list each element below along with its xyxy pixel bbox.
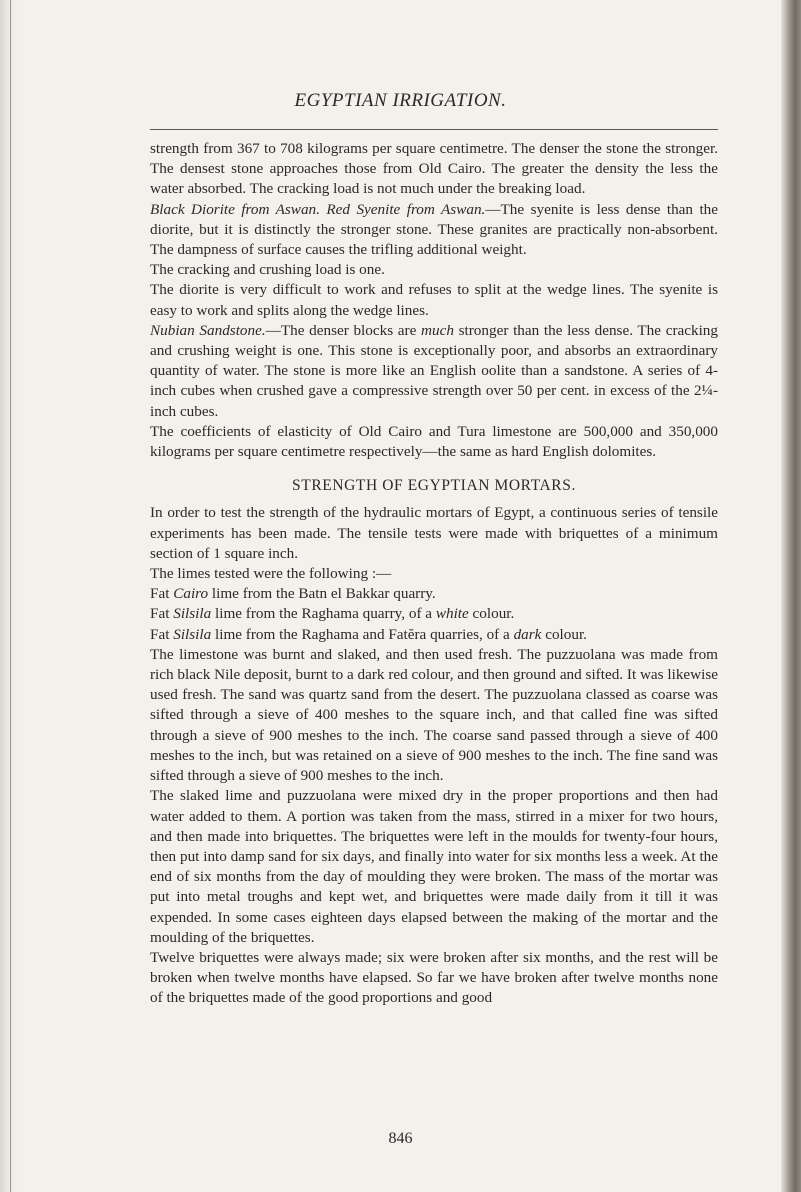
running-header: EGYPTIAN IRRIGATION.: [294, 90, 507, 111]
paragraph-4: The diorite is very difficult to work and refuses to split at the wedge lines. The syenite is easy to work and splits along the wedge lines.: [150, 281, 718, 319]
paragraph-2-text: —The syenite is less dense than the diorite, but it is distinctly the stronger stone. These granites are practically non-absorbent. The dampness of surface causes the trifling additional weight.: [150, 200, 719, 259]
page-body: [150, 139, 718, 1009]
paragraph-5-text-b: stronger than the less dense. The cracking and crushing weight is one. This stone is exceptionally poor, and absorbs an extraordinary quantity of water. The stone is more like an English oolite than a sandstone. A series of 4-inch cubes when crushed gave a compressive strength over 50 per cent. in excess of the 2¼-inch cubes.: [150, 321, 718, 420]
paragraph-10: The slaked lime and puzzuolana were mixed dry in the proper proportions and then had water added to them. A portion was taken from the mass, stirred in a mixer for two hours, and then made into briquettes. The briquettes were left in the moulds for twenty-four hours, then put into damp sand for six days, and finally into water for six months less a week. At the end of six months from the day of moulding they were broken. The mass of the mortar was put into metal troughs and kept wet, and briquettes were made daily from it till it was expended. In some cases eighteen days elapsed between the making of the mortar and the moulding of the briquettes.: [150, 787, 718, 946]
paragraph-6: The coefficients of elasticity of Old Cairo and Tura limestone are 500,000 and 350,000 kilograms per square centimetre respectively—the same as hard English dolomites.: [150, 422, 718, 461]
paragraph-7: In order to test the strength of the hydraulic mortars of Egypt, a continuous series of tensile experiments has been made. The tensile tests were made with briquettes of a minimum section of 1 square inch.: [150, 504, 718, 562]
section-title: STRENGTH OF EGYPTIAN MORTARS.: [292, 477, 576, 495]
paragraph-9: The limestone was burnt and slaked, and then used fresh. The puzzuolana was made from rich black Nile deposit, burnt to a dark red colour, and then ground and sifted. It was likewise used fresh. The sand was quartz sand from the desert. The puzzuolana classed as coarse was sifted through a sieve of 400 meshes to the square inch, and that called fine was sifted through a sieve of 900 meshes to the inch. The coarse sand passed through a sieve of 400 meshes to the inch, but was retained on a sieve of 900 meshes to the inch. The fine sand was sifted through a sieve of 900 meshes to the inch.: [150, 645, 718, 785]
page-gutter-line: [10, 0, 11, 1192]
stone-heading-sandstone: Nubian Sandstone.: [150, 321, 266, 339]
paragraph-11: Twelve briquettes were always made; six were broken after six months, and the rest will be broken when twelve months have elapsed. So far we have broken after twelve months none of the briquettes made of the good proportions and good: [150, 948, 718, 1007]
lime-item-2: Fat Silsila lime from the Raghama quarry, of a white colour.: [150, 605, 515, 623]
header-rule: [150, 129, 718, 130]
paragraph-8: The limes tested were the following :—: [150, 565, 392, 583]
paragraph-5: [150, 321, 718, 422]
paragraph-2: [150, 200, 718, 261]
page-number: 846: [388, 1130, 413, 1147]
stone-heading-syenite: Red Syenite from Aswan.: [326, 200, 486, 218]
page-gutter-shadow: [0, 0, 18, 1192]
paragraph-3: The cracking and crushing load is one.: [150, 261, 385, 279]
lime-item-3: Fat Silsila lime from the Raghama and Fatĕra quarries, of a dark colour.: [150, 625, 587, 643]
lime-item-1: Fat Cairo lime from the Batn el Bakkar quarry.: [150, 585, 436, 603]
stone-heading-diorite: Black Diorite from Aswan.: [150, 200, 320, 218]
paragraph-5-text-a: —The denser blocks are: [265, 321, 422, 339]
paragraph-1: strength from 367 to 708 kilograms per square centimetre. The denser the stone the stronger. The densest stone approaches those from Old Cairo. The greater the density the less the water absorbed. The cracking load is not much under the breaking load.: [150, 140, 718, 198]
paragraph-5-emphasis: much: [421, 321, 454, 339]
page-edge-shadow: [781, 0, 801, 1192]
